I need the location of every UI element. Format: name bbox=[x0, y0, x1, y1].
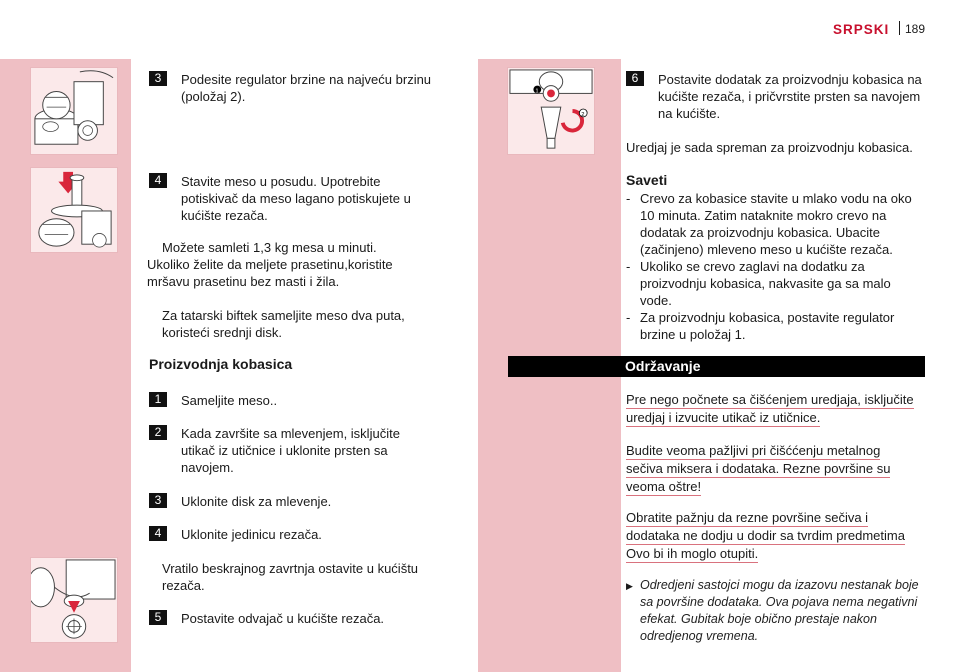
warning-line: dodataka ne dodju u dodir sa tvrdim predmetima bbox=[626, 528, 905, 543]
language-label: SRPSKI bbox=[833, 22, 890, 37]
warning-sharp-blades bbox=[626, 442, 890, 496]
warning-line: Obratite pažnju da rezne površine sečiva i bbox=[626, 510, 869, 525]
tip-item: - Ukoliko se crevo zaglavi na dodatku za proizvodnju kobasica, nakvasite ga sa malo vode. bbox=[626, 259, 891, 308]
step-number: 3 bbox=[149, 71, 167, 86]
warning-line: Pre nego počnete sa čišćenjem uredjaja, isključite bbox=[626, 392, 914, 407]
pork-tip-line: Ukoliko želite da meljete prasetinu,koristite bbox=[147, 257, 393, 272]
step-text: Postavite dodatak za proizvodnju kobasica na kućište rezača, i pričvrstite prsten sa navojem na kućište. bbox=[658, 72, 922, 121]
sausage-attachment-illustration bbox=[507, 67, 595, 155]
step-number: 2 bbox=[149, 425, 167, 440]
warning-line: Budite veoma pažljivi pri čišććenju metalnog bbox=[626, 443, 881, 458]
step-number: 4 bbox=[149, 526, 167, 541]
step-text: Podesite regulator brzine na najveću brzinu (položaj 2). bbox=[181, 72, 432, 104]
warning-line: uredjaj i izvucite utikač iz utičnice. bbox=[626, 410, 821, 425]
step-text: Kada završite sa mlevenjem, isključite utikač iz utičnice i uklonite prsten sa navojem. bbox=[181, 426, 400, 475]
illus-label-1: 1 bbox=[535, 88, 539, 95]
tip-item: - Za proizvodnju kobasica, postavite regulator brzine u položaj 1. bbox=[626, 310, 895, 342]
step-text: Uklonite jedinicu rezača. bbox=[181, 527, 322, 542]
illus-label-2: 2 bbox=[581, 111, 585, 118]
tip-item: - Crevo za kobasice stavite u mlako vodu na oko 10 minuta. Zatim nataknite mokro crevo na dodatak za proizvodnju kobasica. Ubacite (začinjeno) mleveno meso u kućište rezača. bbox=[626, 191, 912, 257]
shaft-note-text: Vratilo beskrajnog zavrtnja ostavite u kućištu rezača. bbox=[162, 561, 419, 593]
step-text: Uklonite disk za mlevenje. bbox=[181, 494, 332, 509]
step-number: 6 bbox=[626, 71, 644, 86]
warning-line: Ovo bi ih moglo otupiti. bbox=[626, 546, 759, 561]
tip-text: Ukoliko se crevo zaglavi na dodatku za proizvodnju kobasica, nakvasite ga sa malo vode. bbox=[640, 259, 891, 308]
step-number: 3 bbox=[149, 493, 167, 508]
ready-text: Uredjaj je sada spreman za proizvodnju kobasica. bbox=[626, 140, 913, 155]
step-text: Stavite meso u posudu. Upotrebite potiskivač da meso lagano potiskujete u kućište rezača. bbox=[181, 174, 411, 223]
tip-text: Crevo za kobasice stavite u mlako vodu na oko 10 minuta. Zatim nataknite mokro crevo na dodatak za proizvodnju kobasica. Ubacite (začinjeno) mleveno meso u kućište rezača. bbox=[640, 191, 912, 257]
step-number: 4 bbox=[149, 173, 167, 188]
note-arrow-icon: ▶ bbox=[626, 581, 633, 591]
pork-tip-line: mršavu prasetinu bez masti i žila. bbox=[147, 274, 340, 289]
grinding-rate-text: Možete samleti 1,3 kg mesa u minuti. bbox=[162, 240, 377, 255]
maintenance-heading: Održavanje bbox=[625, 358, 701, 374]
tips-list bbox=[626, 190, 924, 343]
tartar-tip-text: Za tatarski biftek sameljite meso dva puta, koristeći srednji disk. bbox=[162, 308, 405, 340]
section-heading-sausage: Proizvodnja kobasica bbox=[149, 356, 293, 372]
pusher-arrow-illustration bbox=[30, 167, 118, 253]
step-number: 5 bbox=[149, 610, 167, 625]
separator-illustration bbox=[30, 557, 118, 643]
step-text: Sameljite meso.. bbox=[181, 393, 278, 408]
discoloration-note: Odredjeni sastojci mogu da izazovu nestanak boje sa površine dodataka. Ova pojava nema negativni efekat. Gubitak boje obično prestaje nakon odredjenog vremena. bbox=[640, 578, 919, 643]
warning-line: veoma oštre! bbox=[626, 479, 702, 494]
mincer-speed-illustration bbox=[30, 67, 118, 155]
warning-line: sečiva miksera i dodataka. Rezne površine su bbox=[626, 461, 891, 476]
warning-unplug bbox=[626, 391, 914, 427]
tip-text: Za proizvodnju kobasica, postavite regulator brzine u položaj 1. bbox=[640, 310, 895, 342]
warning-hard-objects bbox=[626, 509, 905, 563]
tips-heading: Saveti bbox=[626, 172, 668, 188]
step-text: Postavite odvajač u kućište rezača. bbox=[181, 611, 385, 626]
page-number: 189 bbox=[905, 22, 926, 36]
maintenance-heading-bar bbox=[508, 356, 925, 377]
header-divider bbox=[899, 21, 900, 35]
step-number: 1 bbox=[149, 392, 167, 407]
